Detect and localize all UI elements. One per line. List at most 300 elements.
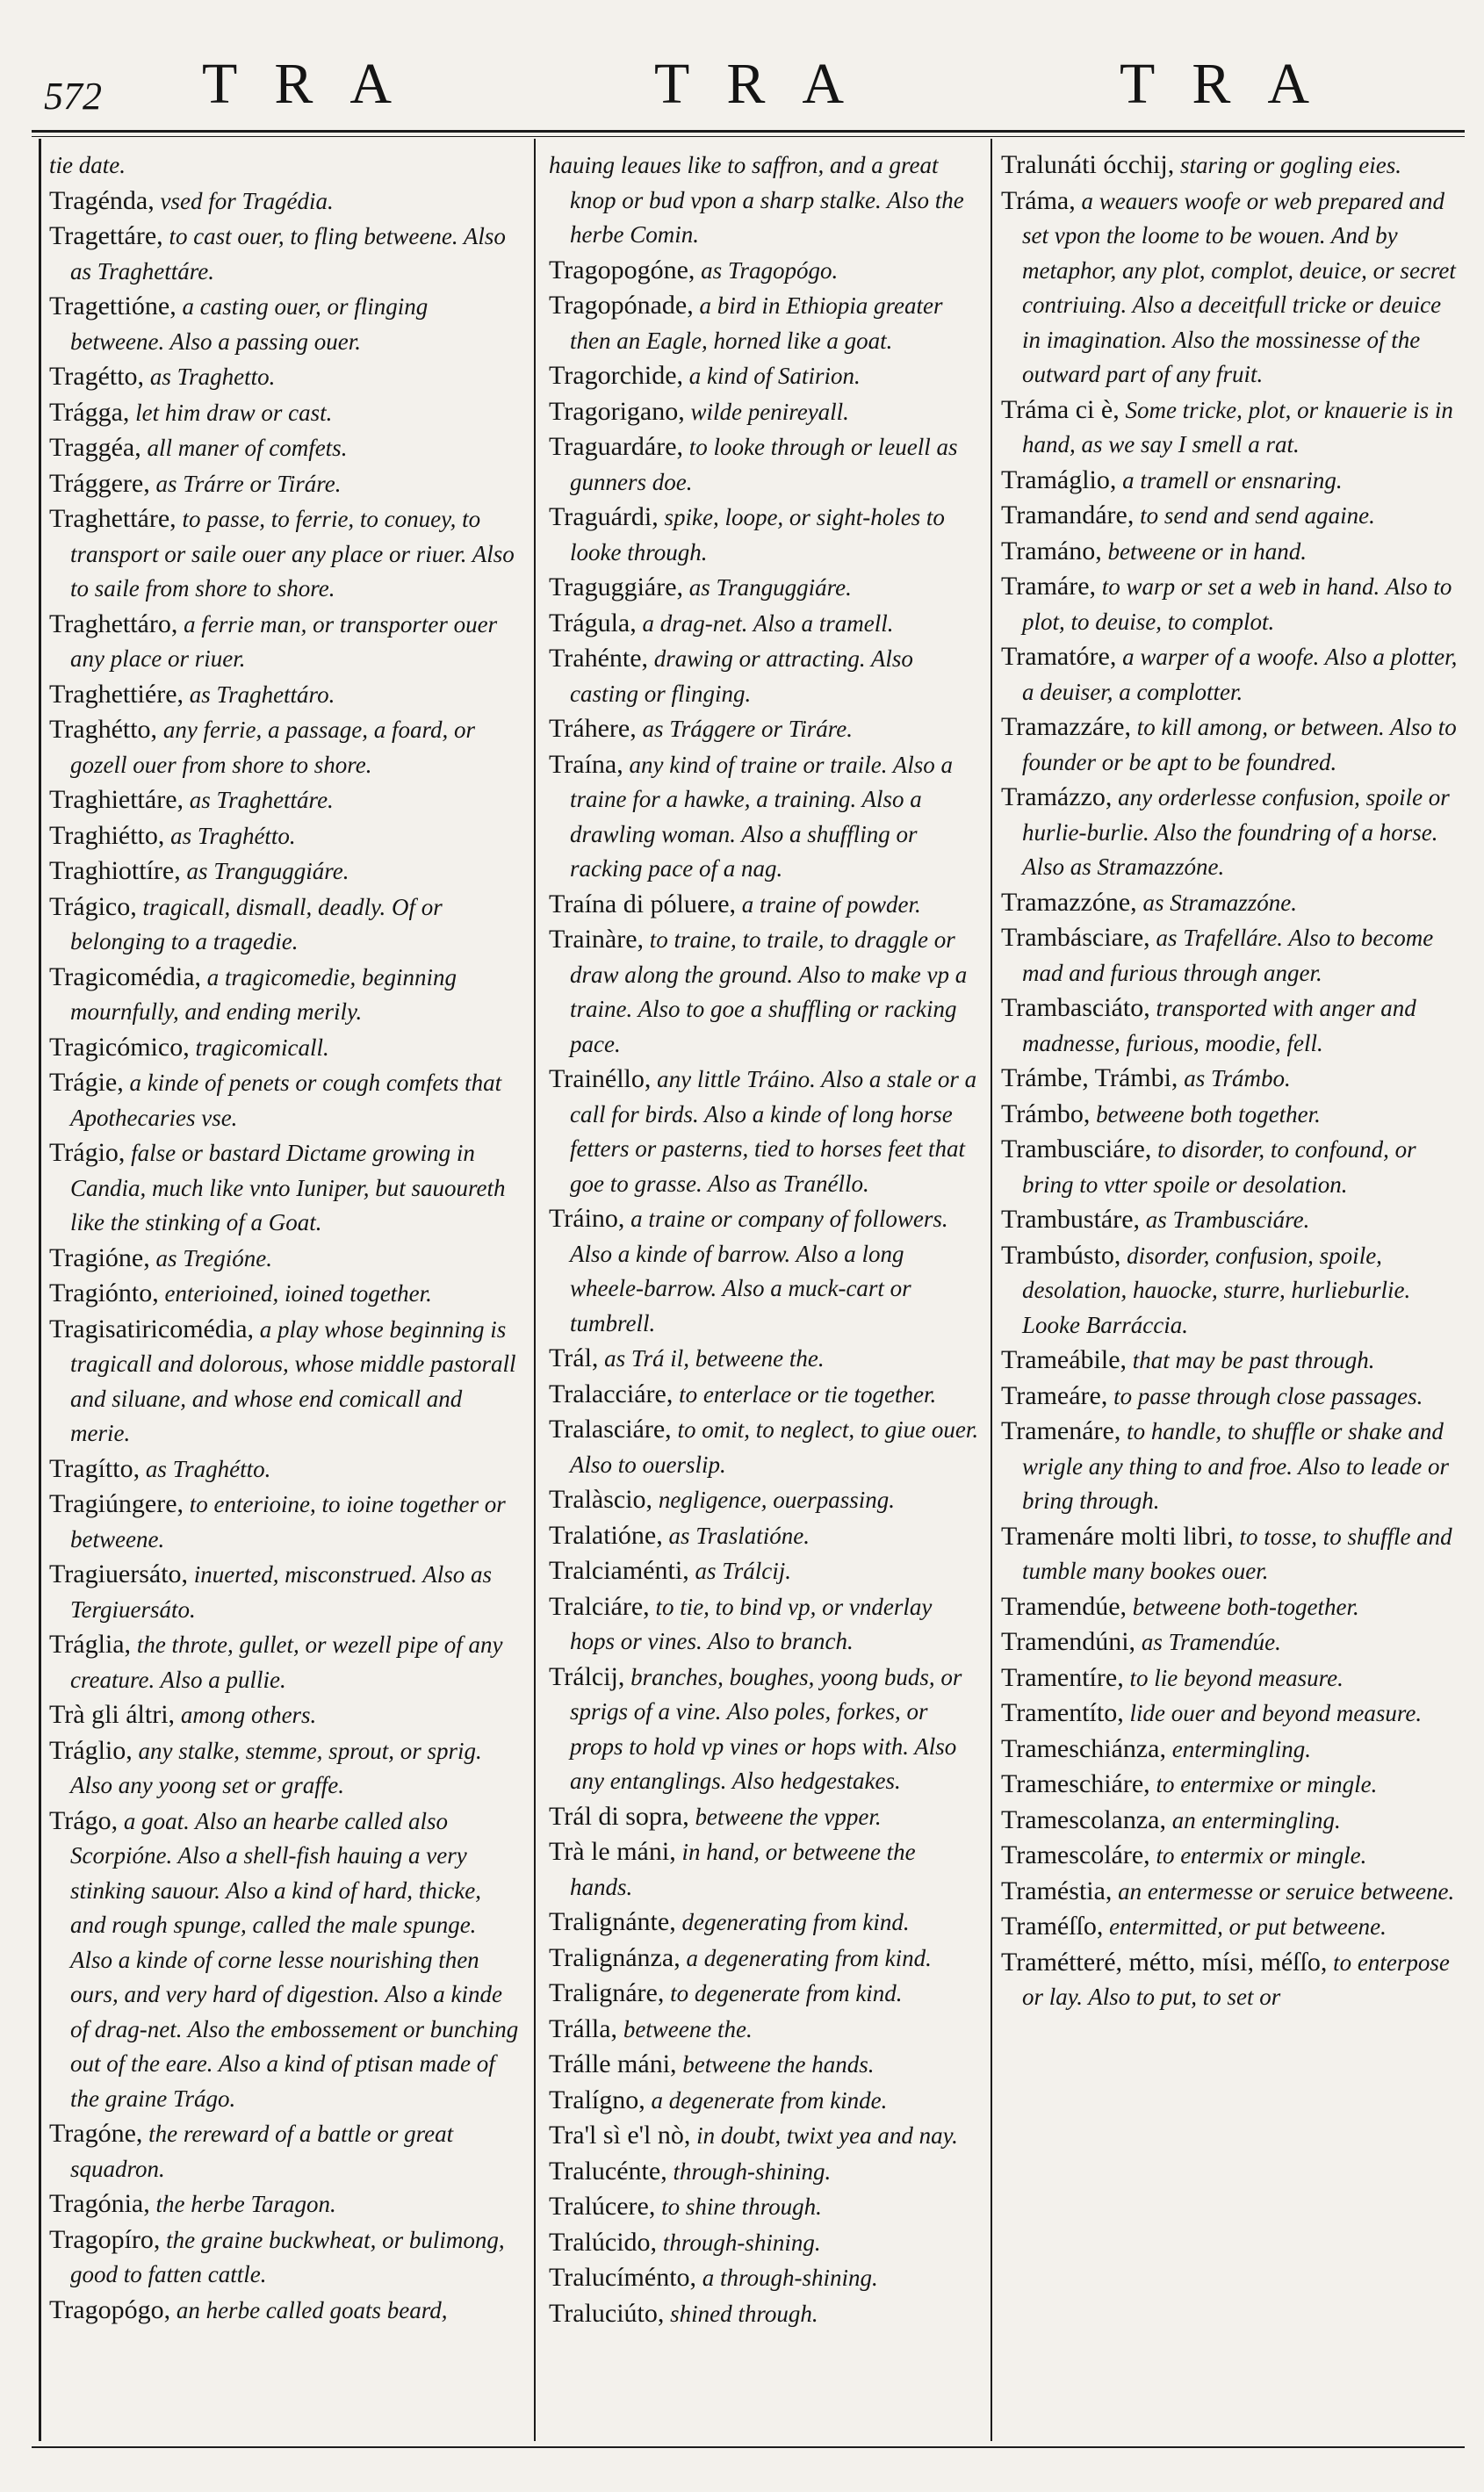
entry-definition: to shine through.: [655, 2193, 822, 2220]
running-head-right: TRA: [1120, 52, 1346, 116]
entry-headword: Tráhere,: [549, 714, 637, 743]
dictionary-entry: [1001, 1909, 1459, 1945]
entry-headword: Trameschiánza,: [1001, 1733, 1166, 1763]
entry-definition: the herbe Taragon.: [149, 2191, 336, 2217]
entry-headword: Tramatóre,: [1001, 642, 1117, 671]
dictionary-entry: [1001, 1660, 1459, 1696]
entry-headword: Tragiónto,: [49, 1278, 159, 1307]
page-number: 572: [44, 75, 102, 118]
dictionary-entry: [1001, 990, 1459, 1061]
entry-definition: any little Tráino. Also a stale or a call for birds. Also a kinde of long horse fetters or pasterns, tied to horses feet that goe to grasse. Also as Tranéllo.: [570, 1066, 977, 1197]
entry-definition: as Trággere or Tiráre.: [636, 716, 853, 742]
entry-definition: a kind of Satirion.: [683, 363, 861, 389]
dictionary-entry: [549, 1660, 981, 1799]
entry-definition: to enterioine, to ioine together or betweene.: [70, 1491, 506, 1552]
entry-definition: the throte, gullet, or wezell pipe of any creature. Also a pullie.: [70, 1631, 503, 1693]
entry-definition: to cast ouer, to fling betweene. Also as Traghettáre.: [70, 223, 506, 284]
entry-definition: a ferrie man, or transporter ouer any place or riuer.: [70, 610, 498, 672]
dictionary-entry: [49, 782, 522, 818]
entry-headword: Tragicomédia,: [49, 962, 202, 991]
entry-headword: Trágga,: [49, 397, 130, 427]
entry-definition: a traine or company of followers. Also a kinde of barrow. Also a long wheele-barrow. Also a muck-cart or tumbrell.: [570, 1206, 948, 1336]
column-1: [49, 148, 522, 2431]
entry-headword: Tragopógo,: [49, 2294, 171, 2324]
entry-definition: as Trafelláre. Also to become mad and furious through anger.: [1022, 925, 1434, 986]
entry-headword: Traína di póluere,: [549, 889, 737, 918]
entry-definition: the rereward of a battle or great squadron.: [70, 2121, 454, 2182]
dictionary-entry: [1001, 1803, 1459, 1839]
entry-headword: Tramescoláre,: [1001, 1840, 1150, 1869]
entry-definition: any kind of traine or traile. Also a traine for a hawke, a training. Also a drawling woman. Also a shuffling or racking pace of a nag.: [570, 751, 953, 882]
entry-headword: Trágula,: [549, 608, 637, 637]
column-divider-1: [534, 139, 536, 2441]
entry-headword: Trámbe, Trámbi,: [1001, 1063, 1178, 1092]
dictionary-entry: [549, 2012, 981, 2048]
entry-headword: Tragisatiricomédia,: [49, 1314, 255, 1343]
entry-headword: Tramentíre,: [1001, 1662, 1124, 1692]
entry-headword: Tráino,: [549, 1204, 625, 1233]
entry-headword: Trà gli áltri,: [49, 1700, 176, 1729]
dictionary-entry: [49, 148, 522, 184]
dictionary-entry: [549, 2296, 981, 2332]
dictionary-entry: [1001, 639, 1459, 709]
entry-definition: a goat. Also an hearbe called also Scorpióne. Also a shell-fish hauing a very stinking sauour. Also a kind of hard, thicke, and rough spunge, called the male spunge. Also a kinde of corne lesse nourishing then ours, and very hard of digestion. Also a kinde of drag-net. Also the embossement or bunching out of the eare. Also a kind of ptisan made of the graine Trágo.: [70, 1807, 519, 2112]
entry-definition: as Traghétto.: [140, 1455, 271, 1482]
entry-definition: that may be past through.: [1127, 1347, 1375, 1373]
dictionary-entry: [1001, 1343, 1459, 1379]
entry-definition: to kill among, or between. Also to founder or be apt to be foundred.: [1022, 714, 1457, 775]
entry-headword: Tragétto,: [49, 362, 145, 391]
entry-headword: Tramáre,: [1001, 572, 1097, 601]
entry-headword: Trágliа,: [49, 1630, 132, 1659]
entry-definition: enterioined, ioined together.: [158, 1280, 432, 1307]
entry-definition: inuerted, misconstrued. Also as Tergiuersáto.: [70, 1561, 493, 1623]
dictionary-entry: [49, 960, 522, 1030]
dictionary-entry: [1001, 569, 1459, 639]
entry-definition: in hand, or betweene the hands.: [570, 1839, 916, 1900]
entry-headword: Tragiúngere,: [49, 1489, 184, 1518]
dictionary-entry: [549, 1482, 981, 1518]
entry-headword: Trambásciare,: [1001, 923, 1150, 952]
entry-definition: an herbe called goats beard,: [170, 2296, 448, 2323]
entry-definition: as Trálcij.: [688, 1558, 791, 1584]
entry-headword: Trágio,: [49, 1138, 126, 1167]
entry-headword: Trágo,: [49, 1805, 119, 1835]
entry-headword: Trameschiáre,: [1001, 1769, 1150, 1798]
dictionary-entry: [49, 289, 522, 359]
entry-headword: Trággere,: [49, 468, 150, 498]
entry-headword: Tralúcere,: [549, 2192, 656, 2221]
dictionary-entry: [49, 395, 522, 431]
entry-headword: Trágie,: [49, 1068, 124, 1097]
dictionary-entry: [549, 2118, 981, 2154]
entry-definition: a tragicomedie, beginning mournfully, and ending merily.: [70, 963, 457, 1025]
entry-headword: Tragióne,: [49, 1242, 150, 1272]
entry-definition: to entermix or mingle.: [1149, 1842, 1367, 1869]
dictionary-entry: [1001, 1732, 1459, 1768]
dictionary-entry: [1001, 1238, 1459, 1343]
entry-headword: Traína,: [549, 749, 623, 779]
entry-definition: a play whose beginning is tragicall and dolorous, whose middle pastorall and siluane, and whose end comicall and merie.: [70, 1315, 516, 1446]
dictionary-entry: [49, 2116, 522, 2186]
dictionary-entry: [1001, 1838, 1459, 1874]
entry-headword: Traghétto,: [49, 715, 158, 744]
dictionary-entry: [1001, 885, 1459, 921]
column-divider-2: [991, 139, 992, 2441]
entry-headword: Tramazzáre,: [1001, 712, 1131, 741]
dictionary-entry: [549, 1799, 981, 1835]
running-head-left: TRA: [202, 52, 429, 116]
entry-headword: Tramendúni,: [1001, 1627, 1136, 1656]
dictionary-entry: [49, 1557, 522, 1627]
entry-definition: wilde penireyall.: [684, 398, 849, 425]
entry-headword: Tragítto,: [49, 1453, 140, 1483]
dictionary-entry: [49, 1241, 522, 1277]
entry-definition: as Traslatióne.: [662, 1522, 810, 1549]
dictionary-entry: [49, 1276, 522, 1312]
entry-definition: as Trámbo.: [1178, 1065, 1291, 1091]
dictionary-entry: [49, 2293, 522, 2329]
entry-definition: betweene both-together.: [1127, 1593, 1359, 1620]
entry-definition: as Traghetto.: [144, 364, 276, 390]
entry-headword: Trál di sopra,: [549, 1801, 689, 1831]
dictionary-entry: [49, 359, 522, 395]
entry-headword: Tramazzóne,: [1001, 887, 1137, 917]
dictionary-entry: [549, 358, 981, 394]
dictionary-entry: [1001, 1696, 1459, 1732]
entry-headword: Tráma,: [1001, 185, 1076, 215]
entry-headword: Tramendúe,: [1001, 1591, 1127, 1621]
entry-definition: through-shining.: [666, 2157, 832, 2185]
entry-headword: Tragónia,: [49, 2189, 150, 2218]
dictionary-entry: [549, 1518, 981, 1554]
entry-headword: Tralignáre,: [549, 1978, 665, 2007]
dictionary-entry: [49, 1804, 522, 2117]
dictionary-entry: [49, 466, 522, 502]
entry-definition: as Traghétto.: [164, 822, 296, 849]
dictionary-entry: [49, 184, 522, 220]
dictionary-entry: [1001, 1519, 1459, 1589]
entry-headword: Trà le máni,: [549, 1837, 676, 1866]
dictionary-entry: [49, 1065, 522, 1135]
dictionary-entry: [49, 1312, 522, 1451]
dictionary-entry: [1001, 1132, 1459, 1202]
dictionary-entry: [49, 430, 522, 466]
entry-headword: Trameábile,: [1001, 1345, 1127, 1374]
entry-headword: Tralacciáre,: [549, 1379, 674, 1408]
entry-definition: to warp or set a web in hand. Also to plot, to deuise, to complot.: [1022, 573, 1452, 635]
dictionary-entry: [549, 2260, 981, 2296]
entry-definition: tragicomicall.: [189, 1034, 329, 1061]
entry-definition: as Traghettáro.: [184, 681, 335, 708]
entry-definition: degenerating from kind.: [675, 1909, 910, 1935]
dictionary-entry: [49, 2222, 522, 2293]
entry-definition: drawing or attracting. Also casting or flinging.: [570, 645, 913, 707]
dictionary-entry: [1001, 498, 1459, 534]
entry-definition: any stalke, stemme, sprout, or sprig. Also any yoong set or graffe.: [70, 1737, 482, 1798]
dictionary-entry: [549, 1341, 981, 1377]
entry-definition: a traine of powder.: [736, 890, 921, 918]
entry-headword: Trálle máni,: [549, 2049, 677, 2078]
dictionary-entry: [1001, 780, 1459, 885]
entry-headword: Trambustáre,: [1001, 1205, 1141, 1234]
entry-definition: let him draw or cast.: [129, 399, 333, 426]
dictionary-entry: [549, 1062, 981, 1201]
dictionary-entry: [549, 1905, 981, 1941]
entry-headword: Trambasciáto,: [1001, 993, 1150, 1022]
entry-headword: Tralucíménto,: [549, 2263, 697, 2292]
dictionary-entry: [49, 607, 522, 677]
entry-definition: shined through.: [664, 2300, 818, 2327]
entry-definition: the graine buckwheat, or bulimong, good to fatten cattle.: [70, 2226, 505, 2287]
dictionary-entry: [1001, 1589, 1459, 1625]
entry-headword: Tramétteré, métto, mísi, méſſo,: [1001, 1947, 1328, 1977]
entry-headword: Trainàre,: [549, 925, 645, 954]
entry-definition: to degenerate from kind.: [664, 1980, 903, 2006]
entry-definition: to disorder, to confound, or bring to vtter spoile or desolation.: [1022, 1136, 1416, 1198]
entry-headword: Trál,: [549, 1343, 599, 1372]
entry-headword: Tralignánte,: [549, 1907, 676, 1936]
entry-headword: Tragopónade,: [549, 291, 694, 320]
entry-headword: Traghettáre,: [49, 504, 176, 533]
entry-headword: Tragettióne,: [49, 292, 176, 321]
entry-headword: Trambusciáre,: [1001, 1134, 1152, 1163]
entry-headword: Tragopogóne,: [549, 255, 695, 284]
entry-definition: a drag-net. Also a tramell.: [636, 609, 894, 637]
entry-definition: as Tranguggiáre.: [683, 574, 852, 601]
entry-headword: Traguggiáre,: [549, 573, 684, 601]
entry-definition: any orderlesse confusion, spoile or hurlie-burlie. Also the foundring of a horse. Also as Stramazzóne.: [1022, 784, 1450, 880]
entry-headword: Tralignánza,: [549, 1942, 681, 1972]
dictionary-entry: [49, 853, 522, 889]
entry-headword: Tramáglio,: [1001, 465, 1117, 494]
dictionary-entry: [549, 1201, 981, 1341]
entry-headword: Trahénte,: [549, 644, 649, 673]
entry-headword: Trálcij,: [549, 1661, 625, 1691]
entry-definition: through-shining.: [657, 2229, 821, 2256]
entry-definition: a tramell or ensnaring.: [1116, 466, 1343, 493]
entry-definition: as Stramazzóne.: [1136, 889, 1297, 916]
entry-definition: as Traghettáre.: [184, 787, 334, 813]
entry-definition: betweene the hands.: [676, 2051, 875, 2078]
dictionary-entry: [549, 711, 981, 747]
dictionary-entry: [1001, 393, 1459, 463]
entry-definition: hauing leaues like to saffron, and a great knop or bud vpon a sharp stalke. Also the herbe Comin.: [549, 152, 964, 248]
column-2: [549, 148, 981, 2431]
entry-headword: Trainéllo,: [549, 1064, 652, 1093]
dictionary-entry: [549, 394, 981, 430]
dictionary-entry: [549, 887, 981, 923]
entry-headword: Tralunáti ócchij,: [1001, 150, 1175, 179]
entry-definition: among others.: [175, 1702, 317, 1728]
dictionary-entry: [549, 148, 981, 253]
entry-definition: to looke through or leuell as gunners doe.: [570, 434, 958, 495]
entry-headword: Tramandáre,: [1001, 501, 1135, 529]
entry-headword: Trálla,: [549, 2013, 618, 2043]
entry-definition: a through-shining.: [696, 2265, 878, 2291]
entry-definition: betweene the.: [617, 2015, 753, 2042]
dictionary-entry: [549, 288, 981, 358]
entry-definition: to tie, to bind vp, or vnderlay hops or vines. Also to branch.: [570, 1593, 933, 1654]
entry-headword: Tragicómico,: [49, 1032, 190, 1062]
entry-headword: Tra'l sì e'l nò,: [549, 2121, 691, 2150]
dictionary-entry: [549, 429, 981, 500]
dictionary-entry: [49, 1733, 522, 1804]
entry-headword: Trágico,: [49, 891, 137, 921]
entry-definition: Some tricke, plot, or knauerie is in hand, as we say I smell a rat.: [1022, 396, 1453, 457]
entry-definition: to traine, to traile, to draggle or draw along the ground. Also to make vp a traine. Also to goe a shuffling or racking pace.: [570, 926, 968, 1057]
dictionary-entry: [1001, 1379, 1459, 1415]
entry-headword: Traméſſo,: [1001, 1912, 1104, 1941]
entry-definition: as Tragopógo.: [695, 256, 839, 284]
entry-headword: Tragopíro,: [49, 2224, 161, 2254]
dictionary-entry: [49, 712, 522, 782]
dictionary-entry: [549, 1834, 981, 1905]
entry-definition: to send and send againe.: [1134, 502, 1375, 529]
entry-headword: Tramázzo,: [1001, 782, 1113, 811]
dictionary-entry: [1001, 1874, 1459, 1910]
dictionary-entry: [549, 606, 981, 642]
entry-headword: Tralasciáre,: [549, 1415, 672, 1444]
entry-headword: Traghiettáre,: [49, 785, 184, 814]
dictionary-entry: [549, 1941, 981, 1977]
entry-headword: Tralúcido,: [549, 2227, 658, 2257]
dictionary-entry: [49, 1030, 522, 1066]
entry-headword: Traméstia,: [1001, 1876, 1113, 1905]
dictionary-entry: [549, 253, 981, 289]
entry-headword: Tráma ci è,: [1001, 394, 1120, 424]
entry-definition: a degenerating from kind.: [680, 1944, 932, 1971]
entry-definition: an entermesse or seruice betweene.: [1112, 1877, 1455, 1905]
entry-definition: a bird in Ethiopia greater then an Eagle, horned like a goat.: [570, 292, 943, 354]
entry-headword: Tráglio,: [49, 1735, 133, 1765]
dictionary-entry: [49, 219, 522, 289]
dictionary-entry: [1001, 148, 1459, 184]
entry-headword: Tramescolanza,: [1001, 1804, 1166, 1834]
header-rule: [32, 130, 1465, 133]
entry-definition: as Tranguggiáre.: [180, 858, 349, 884]
dictionary-entry: [549, 2047, 981, 2083]
dictionary-entry: [549, 500, 981, 570]
dictionary-entry: [549, 1553, 981, 1589]
dictionary-entry: [1001, 1767, 1459, 1803]
dictionary-entry: [49, 1487, 522, 1557]
dictionary-entry: [49, 1135, 522, 1241]
entry-headword: Traguárdi,: [549, 502, 659, 531]
entry-headword: Tragóne,: [49, 2119, 143, 2148]
entry-definition: lide ouer and beyond measure.: [1123, 1700, 1423, 1726]
entry-headword: Traghiétto,: [49, 820, 165, 850]
entry-definition: to omit, to neglect, to giue ouer. Also to ouerslip.: [570, 1416, 979, 1478]
entry-definition: tragicall, dismall, deadly. Of or belonging to a tragedie.: [70, 893, 443, 954]
entry-headword: Tralatióne,: [549, 1520, 663, 1550]
entry-headword: Tragettáre,: [49, 221, 163, 250]
entry-headword: Trameáre,: [1001, 1380, 1108, 1410]
entry-definition: a warper of a woofe. Also a plotter, a deuiser, a complotter.: [1022, 644, 1458, 705]
entry-headword: Tramáno,: [1001, 536, 1102, 565]
dictionary-entry: [49, 818, 522, 854]
dictionary-entry: [549, 747, 981, 887]
entry-definition: false or bastard Dictame growing in Candia, much like vnto Iuniper, but sauoureth like the stinking of a Goat.: [70, 1140, 506, 1235]
entry-headword: Tragorigano,: [549, 396, 685, 426]
entry-definition: to enterpose or lay. Also to put, to set or: [1022, 1948, 1450, 2010]
entry-headword: Tralciáre,: [549, 1591, 650, 1621]
entry-definition: entermitted, or put betweene.: [1103, 1913, 1387, 1940]
dictionary-entry: [1001, 1061, 1459, 1097]
left-border-rule: [39, 139, 41, 2441]
entry-definition: a weauers woofe or web prepared and set vpon the loome to be wouen. And by metaphor, any plot, complot, deuice, or secret contriuing. Also a deceitfull tricke or deuice in imagination. Also the mossinesse of the outward part of any fruit.: [1022, 187, 1456, 387]
dictionary-entry: [549, 1377, 981, 1413]
dictionary-entry: [549, 2189, 981, 2225]
dictionary-entry: [549, 2225, 981, 2261]
entry-definition: a kinde of penets or cough comfets that Apothecaries vse.: [70, 1070, 502, 1131]
entry-definition: betweene or in hand.: [1101, 537, 1307, 565]
entry-definition: vsed for Tragédia.: [154, 187, 334, 214]
entry-definition: in doubt, twixt yea and nay.: [690, 2122, 958, 2149]
header-rule-thin: [32, 136, 1465, 137]
dictionary-entry: [49, 677, 522, 713]
entry-definition: as Tregióne.: [149, 1244, 272, 1271]
entry-definition: to passe, to ferrie, to conuey, to transport or saile ouer any place or riuer. Also to saile from shore to shore.: [70, 506, 515, 601]
dictionary-entry: [549, 641, 981, 711]
entry-definition: transported with anger and madnesse, furious, moodie, fell.: [1022, 995, 1416, 1056]
entry-definition: as Trárre or Tiráre.: [149, 470, 342, 497]
dictionary-entry: [549, 922, 981, 1062]
entry-definition: a degenerate from kinde.: [645, 2086, 888, 2114]
dictionary-entry: [549, 1976, 981, 2012]
dictionary-entry: [1001, 1414, 1459, 1519]
entry-definition: tie date.: [49, 152, 126, 178]
dictionary-entry: [549, 1589, 981, 1660]
dictionary-entry: [1001, 184, 1459, 393]
entry-headword: Tragénda,: [49, 185, 155, 215]
entry-headword: Traghiottíre,: [49, 856, 181, 885]
entry-definition: to lie beyond measure.: [1123, 1664, 1344, 1691]
dictionary-entry: [1001, 1945, 1459, 2015]
entry-headword: Trámbo,: [1001, 1098, 1091, 1128]
dictionary-entry: [549, 570, 981, 606]
entry-headword: Tragiuersáto,: [49, 1559, 189, 1588]
entry-definition: to handle, to shuffle or shake and wrigle any thing to and froe. Also to leade or bring through.: [1022, 1418, 1449, 1514]
entry-headword: Traguardáre,: [549, 432, 684, 461]
entry-headword: Traluciúto,: [549, 2298, 665, 2328]
dictionary-entry: [49, 2186, 522, 2222]
entry-definition: to enterlace or tie together.: [673, 1380, 937, 1408]
bottom-rule: [32, 2446, 1465, 2448]
dictionary-entry: [549, 2083, 981, 2119]
entry-definition: all maner of comfets.: [140, 435, 348, 461]
entry-definition: betweene both together.: [1090, 1100, 1321, 1127]
dictionary-entry: [1001, 709, 1459, 780]
entry-definition: as Tramendúe.: [1135, 1629, 1281, 1655]
entry-definition: entermingling.: [1166, 1735, 1311, 1762]
dictionary-entry: [49, 1451, 522, 1487]
entry-headword: Tralígno,: [549, 2085, 645, 2114]
entry-definition: to entermixe or mingle.: [1149, 1771, 1378, 1797]
entry-definition: negligence, ouerpassing.: [652, 1487, 896, 1513]
entry-headword: Tramentíto,: [1001, 1698, 1124, 1727]
dictionary-entry: [549, 2154, 981, 2190]
entry-headword: Tralciaménti,: [549, 1556, 689, 1585]
dictionary-entry: [549, 1412, 981, 1482]
entry-definition: as Trá il, betweene the.: [598, 1345, 825, 1372]
entry-definition: betweene the vpper.: [688, 1803, 882, 1830]
entry-definition: disorder, confusion, spoile, desolation, hauocke, sturre, hurlieburlie. Looke Barráccia.: [1022, 1242, 1411, 1338]
entry-headword: Tragorchide,: [549, 361, 684, 390]
entry-headword: Tramenáre molti libri,: [1001, 1521, 1234, 1551]
dictionary-entry: [1001, 1202, 1459, 1238]
dictionary-entry: [49, 889, 522, 960]
